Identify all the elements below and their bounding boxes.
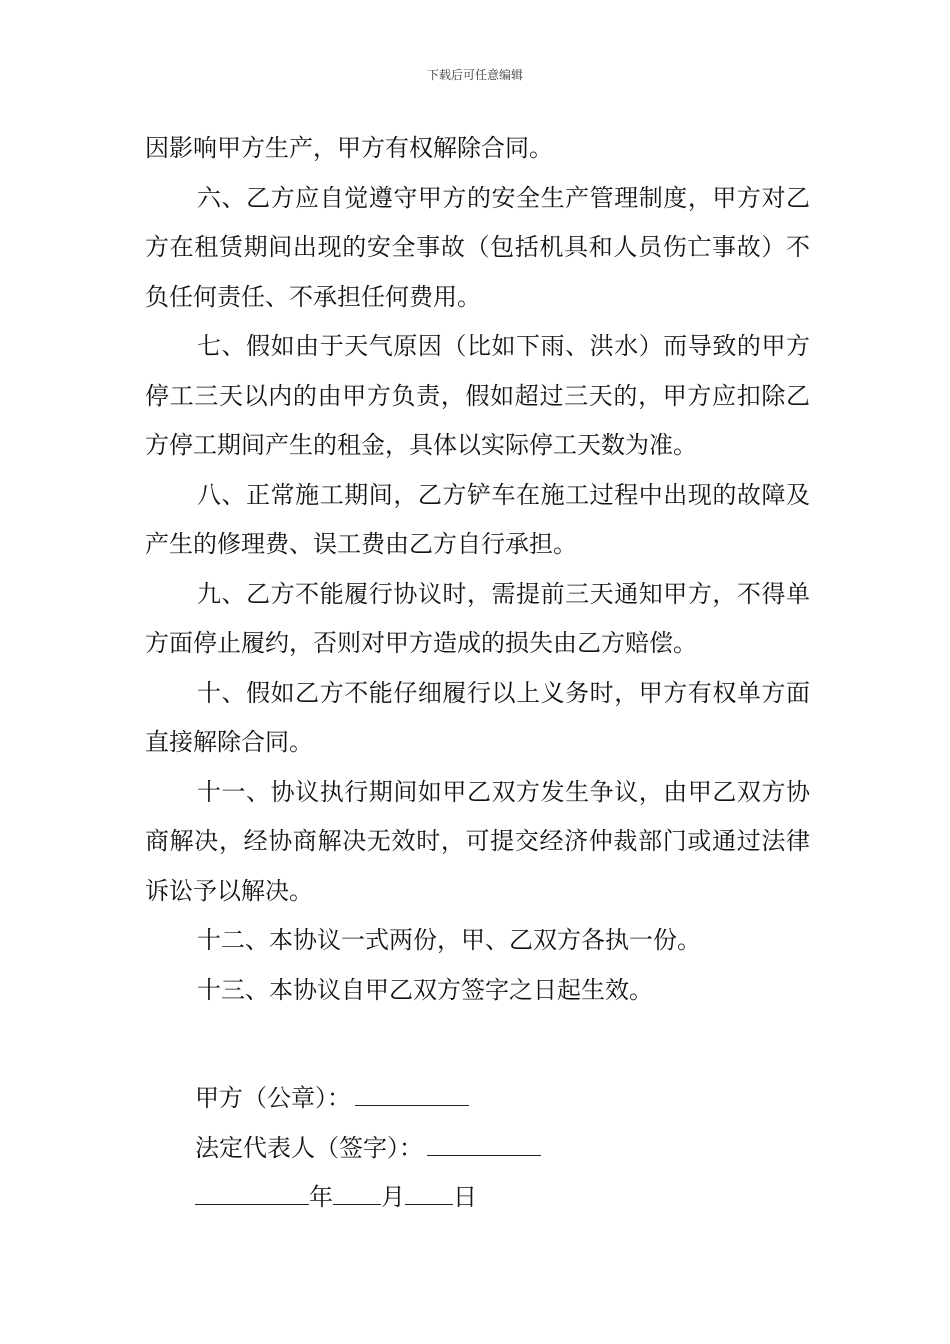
legal-rep-label: 法定代表人（签字）： bbox=[195, 1133, 423, 1162]
day-label: 日 bbox=[453, 1183, 477, 1211]
date-line bbox=[195, 1173, 541, 1223]
paragraph-clause-11: 十一、协议执行期间如甲乙双方发生争议，由甲乙双方协商解决，经协商解决无效时，可提交经济仲裁部门或通过法律诉讼予以解决。 bbox=[145, 777, 810, 905]
paragraph-clause-7: 七、假如由于天气原因（比如下雨、洪水）而导致的甲方停工三天以内的由甲方负责，假如超过三天的，甲方应扣除乙方停工期间产生的租金，具体以实际停工天数为准。 bbox=[145, 332, 810, 459]
legal-rep-line bbox=[195, 1124, 541, 1174]
paragraph: 因影响甲方生产，甲方有权解除合同。 bbox=[145, 134, 553, 162]
document-body bbox=[145, 124, 810, 1015]
party-a-seal-blank bbox=[355, 1075, 469, 1106]
paragraph-clause-9: 九、乙方不能履行协议时，需提前三天通知甲方，不得单方面停止履约，否则对甲方造成的损失由乙方赔偿。 bbox=[145, 579, 810, 657]
year-label: 年 bbox=[309, 1183, 333, 1211]
legal-rep-signature-blank bbox=[427, 1125, 541, 1156]
party-a-label: 甲方（公章）： bbox=[195, 1084, 351, 1112]
paragraph-clause-6: 六、乙方应自觉遵守甲方的安全生产管理制度，甲方对乙方在租赁期间出现的安全事故（包括机具和人员伤亡事故）不负任何责任、不承担任何费用。 bbox=[145, 183, 810, 311]
paragraph-clause-10: 十、假如乙方不能仔细履行以上义务时，甲方有权单方面直接解除合同。 bbox=[145, 678, 810, 756]
page-header: 下载后可任意编辑 bbox=[426, 68, 523, 82]
paragraph-clause-12: 十二、本协议一式两份，甲、乙双方各执一份。 bbox=[197, 926, 701, 954]
paragraph-clause-8: 八、正常施工期间，乙方铲车在施工过程中出现的故障及产生的修理费、误工费由乙方自行承担。 bbox=[145, 480, 810, 558]
year-blank bbox=[195, 1174, 309, 1205]
day-blank bbox=[405, 1174, 453, 1205]
party-a-seal-line bbox=[195, 1074, 541, 1124]
paragraph-clause-13: 十三、本协议自甲乙双方签字之日起生效。 bbox=[197, 975, 653, 1004]
month-label: 月 bbox=[381, 1183, 405, 1211]
signature-block bbox=[195, 1074, 541, 1223]
month-blank bbox=[333, 1174, 381, 1205]
